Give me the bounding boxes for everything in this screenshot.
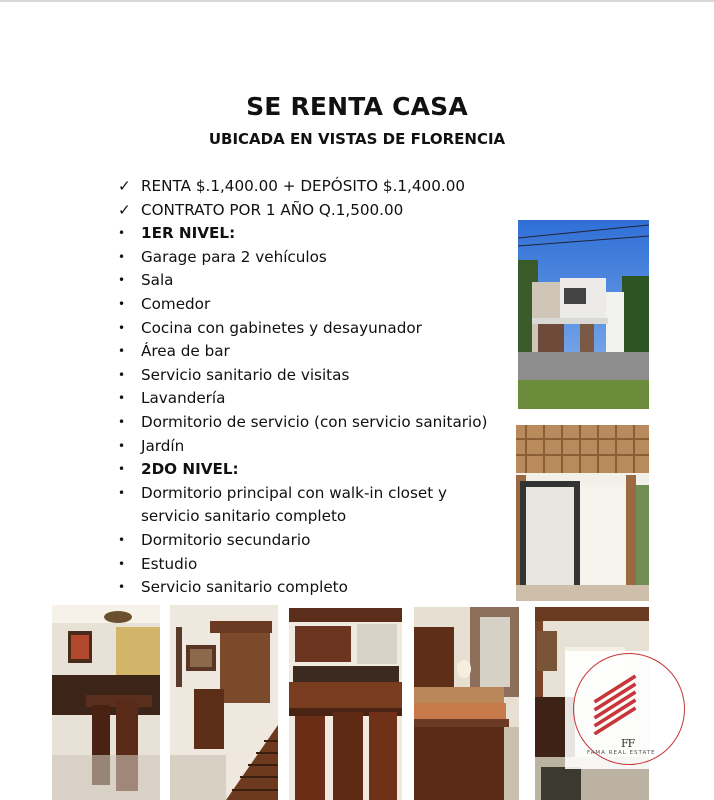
bullet-icon: • bbox=[118, 462, 126, 477]
list-item: • Dormitorio principal con walk-in closet y servicio sanitario completo bbox=[118, 483, 447, 526]
list-item: • Estudio bbox=[118, 553, 498, 577]
bullet-icon: • bbox=[118, 391, 126, 406]
bullet-icon: • bbox=[118, 226, 126, 241]
list-item: • Dormitorio de servicio (con servicio sanitario) bbox=[118, 411, 498, 435]
list-item: • Sala bbox=[118, 269, 498, 293]
bullet-icon: • bbox=[118, 485, 126, 500]
stairs-bar-photo bbox=[170, 605, 278, 800]
list-item: • Garage para 2 vehículos bbox=[118, 246, 498, 270]
bullet-icon: • bbox=[118, 532, 126, 547]
check-icon: ✓ bbox=[118, 177, 131, 195]
check-icon: ✓ bbox=[118, 200, 131, 219]
logo-roof-icon bbox=[588, 665, 648, 735]
bedroom-photo bbox=[414, 607, 519, 800]
section-heading: • 2DO NIVEL: bbox=[118, 458, 498, 482]
list-item: • Dormitorio secundario bbox=[118, 529, 498, 553]
dining-room-photo bbox=[52, 605, 160, 800]
top-border bbox=[0, 0, 714, 2]
fama-real-estate-logo bbox=[565, 651, 687, 769]
house-exterior-photo bbox=[518, 220, 649, 409]
logo-name: FAMA REAL ESTATE bbox=[587, 750, 656, 756]
bullet-icon: • bbox=[118, 580, 126, 595]
bullet-icon: • bbox=[118, 438, 126, 453]
list-item: • Servicio sanitario de visitas bbox=[118, 364, 498, 388]
bullet-icon: • bbox=[118, 414, 126, 429]
list-item: • Cocina con gabinetes y desayunador bbox=[118, 317, 498, 341]
list-item: • Comedor bbox=[118, 293, 498, 317]
bullet-icon: • bbox=[118, 273, 126, 288]
section-heading: • 1ER NIVEL: bbox=[118, 222, 498, 246]
bullet-icon: • bbox=[118, 320, 126, 335]
page-title: SE RENTA CASA bbox=[246, 92, 468, 121]
bullet-icon: • bbox=[118, 367, 126, 382]
kitchen-photo bbox=[289, 608, 402, 800]
bullet-icon: • bbox=[118, 296, 126, 311]
bullet-icon: • bbox=[118, 556, 126, 571]
pergola-photo bbox=[516, 425, 649, 601]
feature-list bbox=[118, 175, 498, 600]
list-item: • Área de bar bbox=[118, 340, 498, 364]
logo-letters: FF bbox=[621, 737, 635, 750]
bullet-icon: • bbox=[118, 249, 126, 264]
list-item: ✓ RENTA $.1,400.00 + DEPÓSITO $.1,400.00 bbox=[118, 175, 498, 199]
bullet-icon: • bbox=[118, 344, 126, 359]
page-subtitle: UBICADA EN VISTAS DE FLORENCIA bbox=[208, 130, 506, 148]
list-item: • Lavandería bbox=[118, 387, 498, 411]
list-item: • Servicio sanitario completo bbox=[118, 576, 498, 600]
list-item: • Jardín bbox=[118, 435, 498, 459]
list-item: ✓ CONTRATO POR 1 AÑO Q.1,500.00 bbox=[118, 199, 498, 223]
